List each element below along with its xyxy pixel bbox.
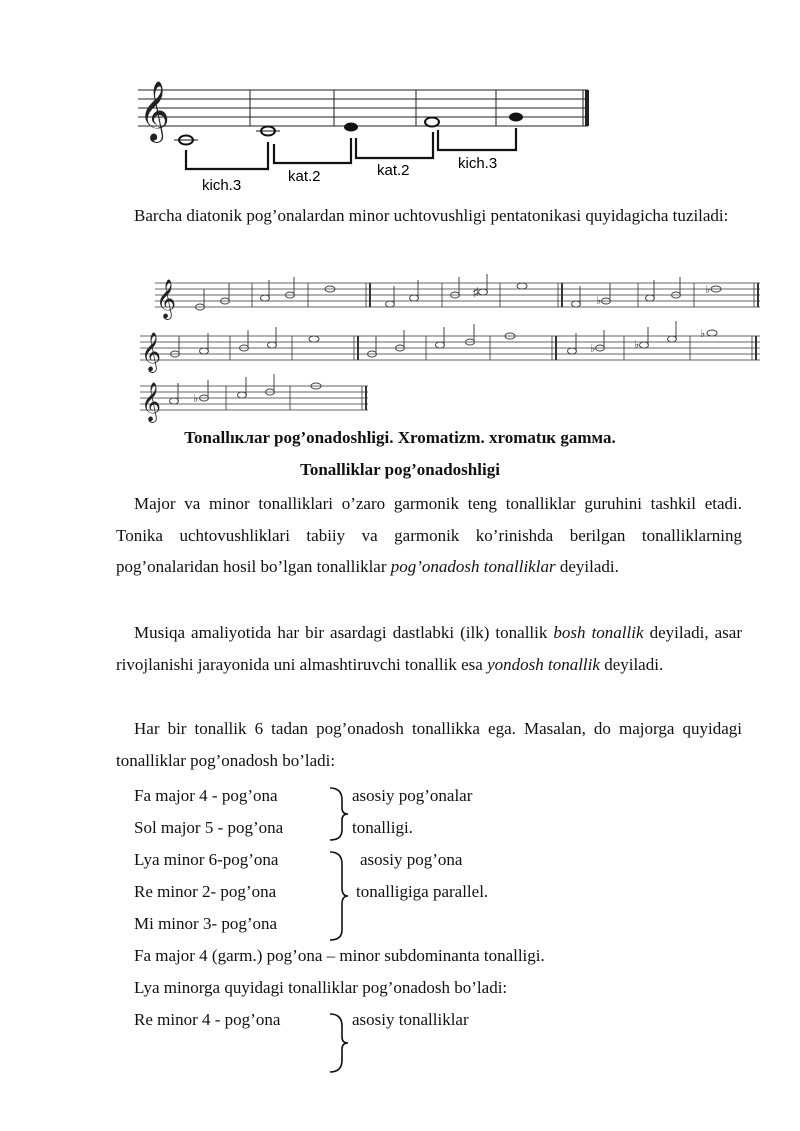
brace-note: asosiy tonalliklar — [352, 1010, 469, 1029]
list-item: Mi minor 3- pog’ona — [134, 914, 278, 933]
list-item: Fa major 4 - pog’ona — [134, 786, 278, 805]
svg-text:♭: ♭ — [590, 343, 596, 355]
svg-text:♭: ♭ — [596, 295, 602, 307]
right-brace-icon — [328, 786, 348, 842]
list-item: Sol major 5 - pog’ona — [134, 818, 284, 837]
paragraph-3: Har bir tonallik 6 tadan pog’onadosh tonallikka ega. Masalan, do majorga quyidagi tonalliklar pog’onadosh bo’ladi: — [116, 719, 742, 770]
pentatonic-staff-1 — [0, 275, 800, 335]
svg-text:♯: ♯ — [473, 285, 479, 299]
brace-note: asosiy pog’onalar — [352, 786, 473, 805]
list-item: Lya minor 6-pog’ona — [134, 850, 279, 869]
brace-note: tonalligiga parallel. — [356, 882, 489, 901]
intro-paragraph: Barcha diatonik pog’onalardan minor uchtovushligi pentatonikasi quyidagicha tuziladi: — [134, 206, 729, 225]
svg-text:♭: ♭ — [634, 339, 640, 351]
treble-clef-icon: 𝄞 — [141, 382, 162, 422]
interval-label: kich.3 — [202, 177, 242, 194]
treble-clef-icon: 𝄞 — [139, 81, 170, 141]
paragraph-2: Musiqa amaliyotida har bir asardagi dastlabki (ilk) tonallik bosh tonallik deyiladi, asar rivojlanishi jarayonida uni almashtiruvchi tonallik esa yondosh tonallik deyiladi. — [116, 623, 742, 674]
interval-label: kich.3 — [458, 155, 498, 172]
treble-clef-icon: 𝄞 — [141, 332, 162, 372]
svg-text:♭: ♭ — [193, 393, 199, 405]
interval-label: kat.2 — [377, 162, 410, 179]
paragraph-1: Major va minor tonalliklari o’zaro garmonik teng tonalliklar guruhini tashkil etadi. Tonika uchtovushliklari tabiiy va garmonik ko’rinishda berilgan tonalliklarning pog’onalaridan hosil bo’lgan tonalliklar pog’onadosh tonalliklar deyiladi. — [116, 494, 742, 576]
treble-clef-icon: 𝄞 — [156, 279, 177, 319]
brace-note: asosiy pog’ona — [360, 850, 463, 869]
section-subheading: Tonalliklar pog’onadoshligi — [300, 460, 500, 479]
section-heading: Tonallıклar pog’onadoshligi. Xromatizm. xromatıк gamма. — [184, 428, 616, 447]
right-brace-icon — [328, 850, 348, 942]
interval-label: kat.2 — [288, 168, 321, 185]
list-item: Re minor 4 - pog’ona — [134, 1010, 281, 1029]
lya-minor-line: Lya minorga quyidagi tonalliklar pog’onadosh bo’ladi: — [134, 978, 508, 997]
svg-text:♭: ♭ — [705, 284, 711, 296]
interval-example-staff — [0, 0, 800, 200]
right-brace-icon — [328, 1012, 348, 1074]
brace-note: tonalligi. — [352, 818, 413, 837]
garmonic-line: Fa major 4 (garm.) pog’ona – minor subdominanta tonalligi. — [134, 946, 545, 965]
svg-text:♭: ♭ — [700, 328, 706, 340]
list-item: Re minor 2- pog’ona — [134, 882, 277, 901]
